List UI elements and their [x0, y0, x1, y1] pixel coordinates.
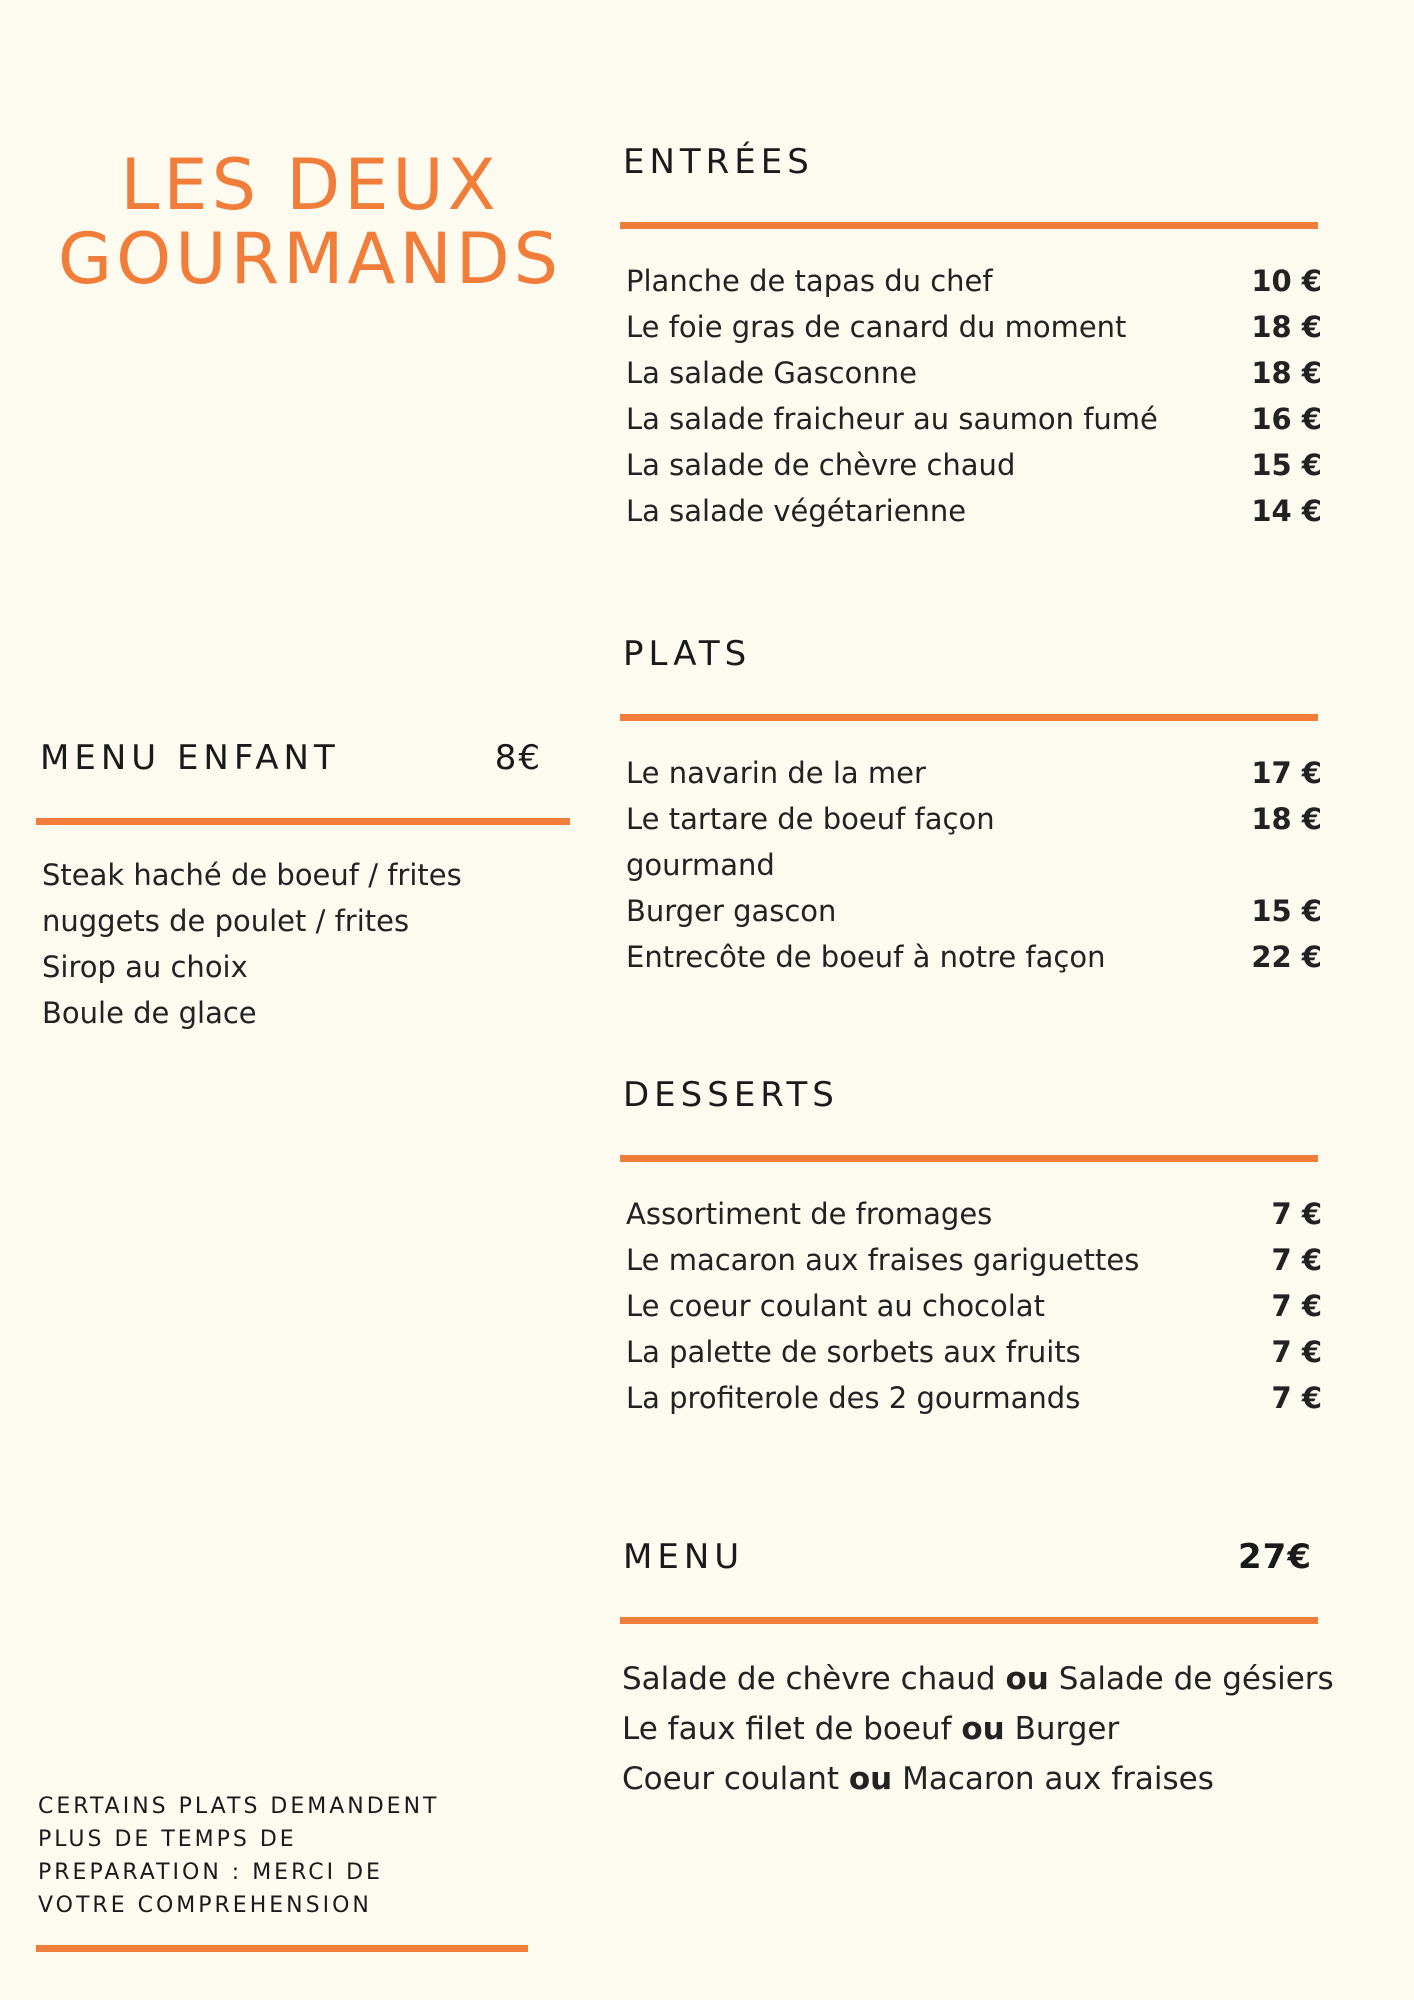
item-name: La profiterole des 2 gourmands: [626, 1381, 1081, 1415]
item-price: 18 €: [1251, 802, 1322, 836]
list-item: [626, 934, 1322, 980]
list-item: [626, 750, 1322, 796]
entrees-divider: [620, 222, 1318, 229]
list-item: [626, 488, 1322, 534]
item-price: 7 €: [1271, 1335, 1322, 1369]
item-price: 18 €: [1251, 310, 1322, 344]
list-item: [626, 304, 1322, 350]
item-price: 7 €: [1271, 1289, 1322, 1323]
list-item: [626, 1191, 1322, 1237]
item-name: Le foie gras de canard du moment: [626, 310, 1127, 344]
plats-divider: [620, 714, 1318, 721]
set-menu-title: MENU: [623, 1537, 745, 1577]
item-price: 18 €: [1251, 356, 1322, 390]
conjunction: ou: [1005, 1661, 1049, 1697]
note-line: CERTAINS PLATS DEMANDENT: [38, 1794, 440, 1819]
restaurant-title: [0, 144, 620, 300]
list-item: [626, 888, 1322, 934]
note-line: PREPARATION : MERCI DE: [38, 1860, 383, 1885]
desserts-divider: [620, 1155, 1318, 1162]
list-item: [626, 1375, 1322, 1421]
set-menu-line: [622, 1654, 1342, 1704]
item-price: 7 €: [1271, 1243, 1322, 1277]
kids-menu-title: MENU ENFANT: [40, 738, 340, 778]
item-name: Planche de tapas du chef: [626, 264, 993, 298]
item-price: 15 €: [1251, 448, 1322, 482]
note-divider: [36, 1945, 528, 1952]
option-a: Le faux filet de boeuf: [622, 1711, 952, 1747]
item-price: 7 €: [1271, 1381, 1322, 1415]
preparation-note: [38, 1790, 558, 1922]
note-line: PLUS DE TEMPS DE: [38, 1827, 297, 1852]
set-menu-divider: [620, 1617, 1318, 1624]
option-b: Burger: [1014, 1711, 1120, 1747]
list-item: [626, 842, 1322, 888]
item-price: [1232, 842, 1322, 888]
item-name: Le coeur coulant au chocolat: [626, 1289, 1045, 1323]
set-menu-line: [622, 1704, 1342, 1754]
option-b: Macaron aux fraises: [902, 1761, 1214, 1797]
kids-menu-list: [42, 852, 562, 1036]
list-item: Steak haché de boeuf / frites: [42, 858, 462, 892]
set-menu-lines: [622, 1654, 1342, 1804]
set-menu-price: 27€: [1238, 1537, 1312, 1577]
conjunction: ou: [848, 1761, 893, 1797]
item-name: Le tartare de boeuf façon: [626, 802, 995, 836]
item-price: 14 €: [1251, 494, 1322, 528]
item-name: Le navarin de la mer: [626, 756, 926, 790]
list-item: [626, 442, 1322, 488]
item-price: 7 €: [1271, 1197, 1322, 1231]
entrees-list: [626, 258, 1322, 534]
item-name: Burger gascon: [626, 894, 837, 928]
item-name: La salade végétarienne: [626, 494, 967, 528]
item-price: 16 €: [1251, 402, 1322, 436]
item-price: 10 €: [1251, 264, 1322, 298]
title-line-2: GOURMANDS: [57, 218, 563, 300]
item-name: La palette de sorbets aux fruits: [626, 1335, 1081, 1369]
item-price: 15 €: [1251, 894, 1322, 928]
kids-menu-divider: [36, 818, 570, 825]
item-name: gourmand: [626, 848, 775, 882]
item-price: 22 €: [1251, 940, 1322, 974]
option-b: Salade de gésiers: [1058, 1661, 1334, 1697]
list-item: [626, 258, 1322, 304]
list-item: Sirop au choix: [42, 950, 248, 984]
plats-title: PLATS: [623, 634, 752, 674]
option-a: Coeur coulant: [622, 1761, 839, 1797]
list-item: nuggets de poulet / frites: [42, 904, 410, 938]
set-menu-line: [622, 1754, 1342, 1804]
list-item: [626, 1283, 1322, 1329]
conjunction: ou: [961, 1711, 1005, 1747]
list-item: Boule de glace: [42, 996, 257, 1030]
list-item: [626, 796, 1322, 842]
list-item: [626, 396, 1322, 442]
desserts-title: DESSERTS: [623, 1075, 839, 1115]
entrees-title: ENTRÉES: [623, 142, 814, 182]
item-price: 17 €: [1251, 756, 1322, 790]
list-item: [626, 350, 1322, 396]
item-name: Assortiment de fromages: [626, 1197, 993, 1231]
option-a: Salade de chèvre chaud: [622, 1661, 996, 1697]
title-line-1: LES DEUX: [120, 144, 500, 226]
kids-menu-price: 8€: [494, 738, 542, 778]
list-item: [626, 1237, 1322, 1283]
note-line: VOTRE COMPREHENSION: [38, 1893, 372, 1918]
plats-list: [626, 750, 1322, 980]
item-name: Le macaron aux fraises gariguettes: [626, 1243, 1140, 1277]
list-item: [626, 1329, 1322, 1375]
item-name: La salade de chèvre chaud: [626, 448, 1016, 482]
desserts-list: [626, 1191, 1322, 1421]
item-name: La salade Gasconne: [626, 356, 917, 390]
item-name: La salade fraicheur au saumon fumé: [626, 402, 1158, 436]
item-name: Entrecôte de boeuf à notre façon: [626, 940, 1106, 974]
